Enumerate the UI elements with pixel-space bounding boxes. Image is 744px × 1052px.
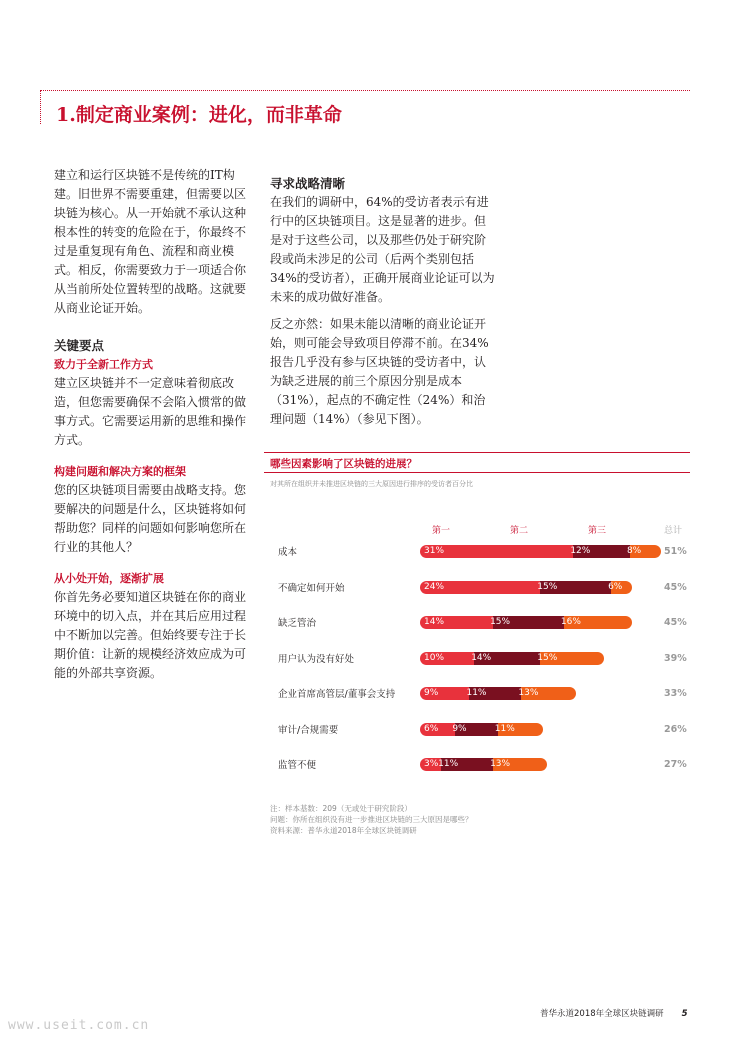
bar-value-label: 8% <box>626 546 642 556</box>
bar-value-label: 6% <box>424 723 439 734</box>
bar-value-label: 11% <box>466 688 487 698</box>
row-label: 用户认为没有好处 <box>278 653 355 665</box>
chart-subtitle: 对其所在组织并未推进区块链的三大原因进行排序的受访者百分比 <box>270 480 473 488</box>
site-watermark: www.useit.com.cn <box>8 1018 150 1033</box>
note-sample: 注：样本基数：209（无或处于研究阶段） <box>270 804 412 813</box>
bar-value-label: 24% <box>424 581 445 592</box>
section-title: 1.制定商业案例：进化，而非革命 <box>56 104 342 126</box>
section-text-1: 建立区块链并不一定意味着彻底改造，但您需要确保不会陷入惯常的做事方式。它需要运用新的思维和操作方式。 <box>54 376 247 447</box>
row-total: 45% <box>664 581 687 593</box>
bar-value-label: 11% <box>494 723 515 734</box>
note-question: 问题：你所在组织没有进一步推进区块链的三大原因是哪些？ <box>270 815 473 824</box>
bar-value-label: 11% <box>438 759 459 769</box>
bar-value-label: 9% <box>452 723 467 734</box>
row-label: 监管不便 <box>278 760 317 771</box>
bar-value-label: 16% <box>560 617 581 627</box>
right-paragraph-2: 反之亦然：如果未能以清晰的商业论证开始，则可能会导致项目停滞不前。在34%报告几乎没有参与区块链的受访者中，认为缺乏进展的前三个原因分别是成本（31%），起点的不确定性（24%）和治理问题（14%）（参见下图）。 <box>270 317 489 426</box>
chart-bars-area <box>264 450 696 790</box>
bar-value-label: 15% <box>537 581 558 592</box>
right-paragraph-1: 在我们的调研中，64%的受访者表示有进行中的区块链项目。这是显著的进步。但是对于这些公司，以及那些仍处于研究阶段或尚未涉足的公司（后两个类别包括34%的受访者），正确开展商业论证可以为未来的成功做好准备。 <box>270 195 495 304</box>
row-label: 不确定如何开始 <box>278 582 345 594</box>
bar-value-label: 15% <box>537 652 558 663</box>
column-header-third: 第三 <box>588 526 607 536</box>
bar-value-label: 10% <box>424 652 445 663</box>
progress-factors-chart <box>264 450 696 790</box>
row-total: 27% <box>664 759 687 770</box>
left-column <box>54 166 252 683</box>
page-footer <box>540 1007 688 1019</box>
row-label: 成本 <box>278 547 298 558</box>
footer-title: 普华永道2018年全球区块链调研 <box>540 1009 664 1019</box>
section-text-2: 您的区块链项目需要由战略支持。您要解决的问题是什么，区块链将如何帮助您？同样的问题如何影响您所在行业的其他人？ <box>54 483 247 554</box>
page-number: 5 <box>681 1009 688 1019</box>
row-total: 33% <box>664 688 687 699</box>
row-total: 39% <box>664 652 687 664</box>
row-total: 45% <box>664 617 687 628</box>
right-column <box>270 174 496 429</box>
bar-value-label: 15% <box>490 617 511 627</box>
column-header-second: 第二 <box>510 526 529 536</box>
column-header-first: 第一 <box>432 526 451 536</box>
bar-value-label: 14% <box>424 617 445 627</box>
bar-value-label: 13% <box>518 688 539 698</box>
note-source: 资料来源：普华永道2018年全球区块链调研 <box>270 826 417 835</box>
section-heading-3: 从小处开始，逐渐扩展 <box>54 572 164 585</box>
intro-paragraph: 建立和运行区块链不是传统的IT构建。旧世界不需要重建，但需要以区块链为核心。从一开始就不承认这种根本性的转变的危险在于，你最终不过是重复现有角色、流程和商业模式。相反，你需要致力于一项适合你从当前所处位置转型的战略。这就要从商业论证开始。 <box>54 168 247 315</box>
bar-value-label: 6% <box>608 581 623 592</box>
bar-value-label: 9% <box>424 688 439 698</box>
bar-value-label: 31% <box>424 546 445 556</box>
row-label: 审计/合规需要 <box>278 724 339 736</box>
row-total: 26% <box>664 723 687 735</box>
section-heading-1: 致力于全新工作方式 <box>54 358 153 371</box>
bar-value-label: 14% <box>471 652 492 663</box>
chart-notes <box>270 803 473 836</box>
row-label: 企业首席高管层/董事会支持 <box>278 689 396 700</box>
top-divider <box>40 90 690 91</box>
key-points-heading: 关键要点 <box>54 338 105 353</box>
bar-value-label: 12% <box>570 546 591 556</box>
bar-value-label: 13% <box>490 759 511 769</box>
right-heading: 寻求战略清晰 <box>270 176 346 191</box>
row-total: 51% <box>664 546 687 557</box>
column-header-total: 总计 <box>664 526 683 536</box>
section-text-3: 你首先务必要知道区块链在你的商业环境中的切入点，并在其后应用过程中不断加以完善。但始终要专注于长期价值：让新的规模经济效应成为可能的外部共享资源。 <box>54 590 247 680</box>
row-label: 缺乏管治 <box>278 618 317 629</box>
section-heading-2: 构建问题和解决方案的框架 <box>54 465 186 478</box>
chart-title: 哪些因素影响了区块链的进展？ <box>270 458 417 470</box>
title-divider <box>40 90 41 124</box>
bar-value-label: 3% <box>424 759 439 769</box>
